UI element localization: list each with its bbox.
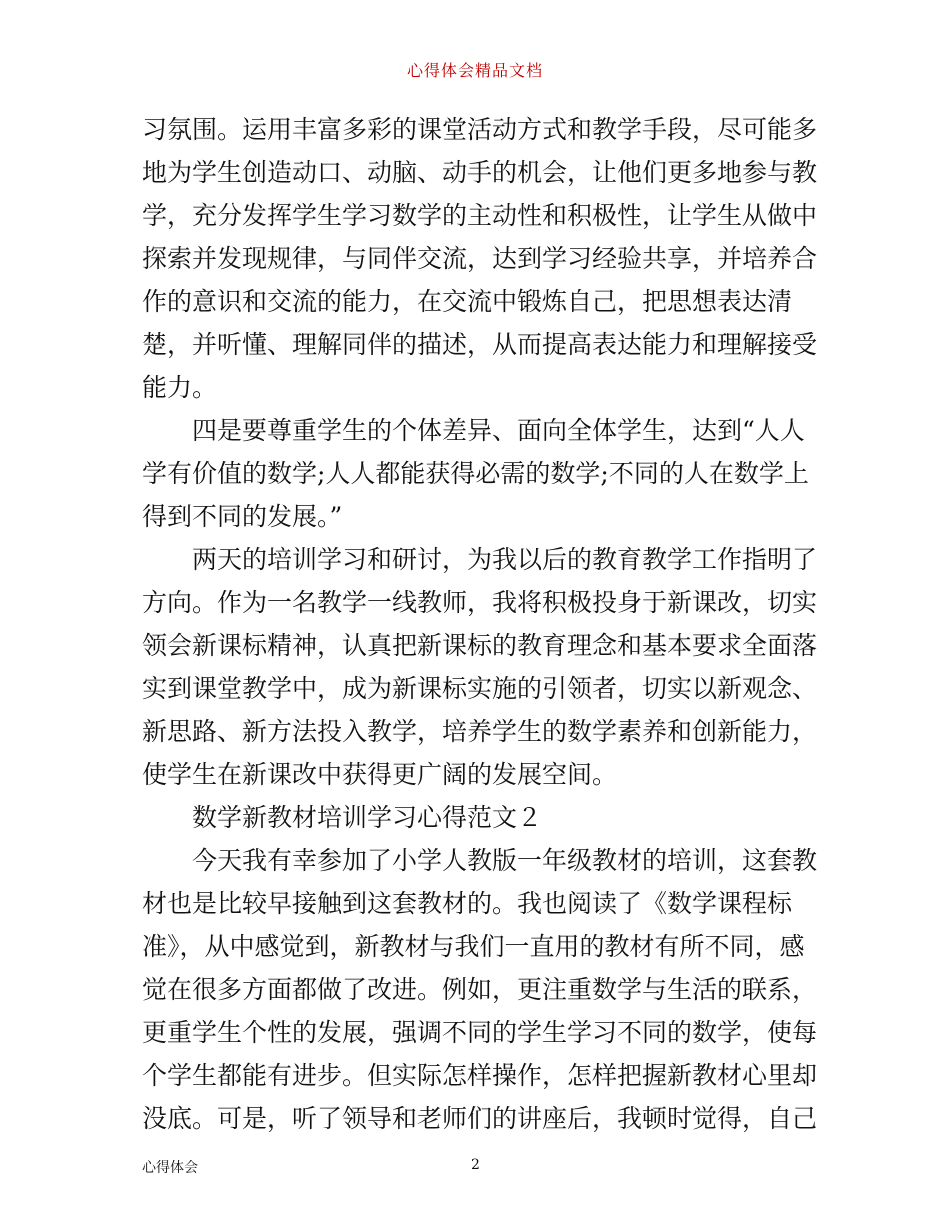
text-line: 使学生在新课改中获得更广阔的发展空间。 (142, 760, 618, 789)
page-number: 2 (471, 1157, 480, 1173)
text-line: 今天我有幸参加了小学人教版一年级教材的培训，这套教 (192, 846, 818, 875)
text-line: 学有价值的数学;人人都能获得必需的数学;不同的人在数学上 (142, 459, 809, 488)
text-line: 数学新教材培训学习心得范文２ (192, 803, 543, 832)
text-line: 没底。可是，听了领导和老师们的讲座后，我顿时觉得，自己 (142, 1104, 818, 1133)
text-line: 方向。作为一名教学一线教师，我将积极投身于新课改，切实 (142, 588, 818, 617)
text-line: 两天的培训学习和研讨，为我以后的教育教学工作指明了 (192, 545, 818, 574)
text-line: 作的意识和交流的能力，在交流中锻炼自己，把思想表达清 (142, 287, 793, 316)
text-line: 新思路、新方法投入教学，培养学生的数学素养和创新能力， (142, 717, 818, 746)
text-line: 习氛围。运用丰富多彩的课堂活动方式和教学手段，尽可能多 (142, 115, 818, 144)
text-line: 准》，从中感觉到，新教材与我们一直用的教材有所不同，感 (142, 932, 805, 961)
text-line: 得到不同的发展。” (142, 502, 343, 531)
text-line: 个学生都能有进步。但实际怎样操作，怎样把握新教材心里却 (142, 1061, 818, 1090)
text-line: 更重学生个性的发展，强调不同的学生学习不同的数学，使每 (142, 1018, 818, 1047)
text-line: 能力。 (142, 373, 218, 402)
footer-label: 心得体会 (142, 1160, 198, 1176)
text-line: 楚，并听懂、理解同伴的描述，从而提高表达能力和理解接受 (142, 330, 818, 359)
text-line: 觉在很多方面都做了改进。例如，更注重数学与生活的联系， (142, 975, 818, 1004)
text-line: 地为学生创造动口、动脑、动手的机会，让他们更多地参与教 (142, 158, 818, 187)
text-line: 材也是比较早接触到这套教材的。我也阅读了《数学课程标 (142, 889, 793, 918)
text-line: 实到课堂教学中，成为新课标实施的引领者，切实以新观念、 (142, 674, 818, 703)
document-header: 心得体会精品文档 (406, 61, 543, 80)
text-line: 探索并发现规律，与同伴交流，达到学习经验共享，并培养合 (142, 244, 818, 273)
text-line: 领会新课标精神，认真把新课标的教育理念和基本要求全面落 (142, 631, 818, 660)
text-line: 四是要尊重学生的个体差异、面向全体学生，达到“人人 (192, 416, 805, 445)
document-body (142, 108, 818, 1140)
text-line: 学，充分发挥学生学习数学的主动性和积极性，让学生从做中 (142, 201, 818, 230)
